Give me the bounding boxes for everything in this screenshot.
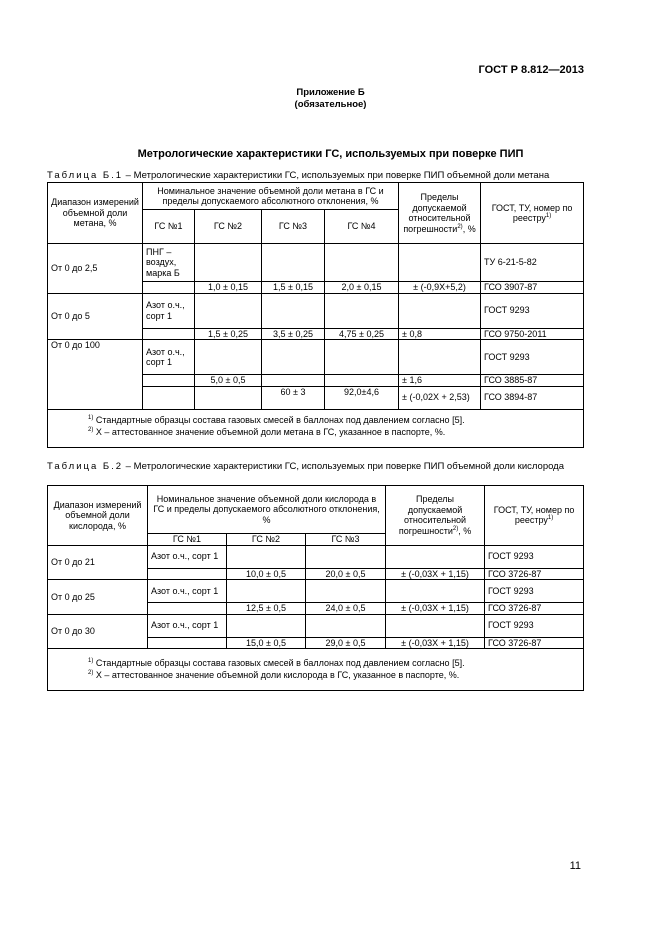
table2-r3-ref2: ГСО 3726-87 (485, 637, 584, 649)
table1-r3-lim1: ± 1,6 (399, 375, 481, 387)
table1-r2-ref1: ГОСТ 9293 (481, 293, 584, 328)
table1-r3-gs2: 5,0 ± 0,5 (195, 375, 262, 387)
table2-head-row (48, 486, 584, 534)
table1-r2-gs2: 1,5 ± 0,25 (195, 328, 262, 340)
appendix-subtitle: (обязательное) (294, 99, 367, 110)
table1-r1-gs4: 2,0 ± 0,15 (325, 282, 399, 294)
table2-footnote-2: $^{2)}$ X – аттестованное значение объемной доли кислорода в ГС, указанное в паспорте, %. (88, 670, 460, 680)
table-row (48, 614, 584, 637)
table1-r1-range: От 0 до 2,5 (48, 244, 143, 294)
table2-footnote-1: $^{1)}$ Стандартные образцы состава газовых смесей в баллонах под давлением согласно [5]. (88, 658, 465, 668)
table2-r3-gs3: 29,0 ± 0,5 (306, 637, 386, 649)
table-row (48, 340, 584, 375)
table2 (47, 485, 584, 691)
table1-footnote-1: $^{1)}$ Стандартные образцы состава газовых смесей в баллонах под давлением согласно [5]. (88, 414, 465, 425)
table-row (48, 580, 584, 603)
table2-r2-ref2: ГСО 3726-87 (485, 603, 584, 615)
table2-r2-gs2: 12,5 ± 0,5 (227, 603, 306, 615)
table2-r2-range: От 0 до 25 (48, 580, 148, 615)
table2-r1-ref1: ГОСТ 9293 (485, 545, 584, 568)
table1-r3-ref1: ГОСТ 9293 (481, 340, 584, 375)
table2-caption-label: Таблица Б.2 (47, 461, 124, 472)
table2-r1-gs2: 10,0 ± 0,5 (227, 568, 306, 580)
table2-r3-lim: ± (-0,03X + 1,15) (386, 637, 485, 649)
table1-r3-lim2: ± (-0,02X + 2,53) (399, 386, 481, 409)
table1 (47, 182, 584, 448)
table1-head-gost: ГОСТ, ТУ, номер по реестру$^{1)}$ (481, 183, 584, 244)
table2-r1-lim: ± (-0,03X + 1,15) (386, 568, 485, 580)
table1-head-gs4: ГС №4 (325, 210, 399, 244)
table1-head-limits: Пределы допускаемой относительной погрешности$^{2)}$, % (399, 183, 481, 244)
table2-r3-gs2: 15,0 ± 0,5 (227, 637, 306, 649)
table1-head-gs1: ГС №1 (143, 210, 195, 244)
table2-caption (47, 461, 567, 472)
table2-r1-ref2: ГСО 3726-87 (485, 568, 584, 580)
table1-r1-gs3: 1,5 ± 0,15 (262, 282, 325, 294)
table2-r2-ref1: ГОСТ 9293 (485, 580, 584, 603)
table2-r1-gs3: 20,0 ± 0,5 (306, 568, 386, 580)
table1-r3-gs3: 60 ± 3 (262, 386, 325, 409)
table2-r2-gs3: 24,0 ± 0,5 (306, 603, 386, 615)
table1-r2-gs3: 3,5 ± 0,25 (262, 328, 325, 340)
table1-caption-label: Таблица Б.1 (47, 170, 124, 181)
table1-head-range: Диапазон измерений объемной доли метана, % (48, 183, 143, 244)
document-header: ГОСТ Р 8.812—2013 (478, 64, 584, 76)
appendix-heading (0, 87, 661, 111)
table2-r2-gs1: Азот о.ч., сорт 1 (148, 580, 227, 603)
table1-r2-gs4: 4,75 ± 0,25 (325, 328, 399, 340)
table2-r3-ref1: ГОСТ 9293 (485, 614, 584, 637)
table-row (48, 293, 584, 328)
table2-head-gs2: ГС №2 (227, 534, 306, 546)
table2-r1-gs1: Азот о.ч., сорт 1 (148, 545, 227, 568)
table2-r3-range: От 0 до 30 (48, 614, 148, 649)
table2-r1-range: От 0 до 21 (48, 545, 148, 580)
table1-r1-ref1: ТУ 6-21-5-82 (481, 244, 584, 282)
table1-r1-gs2: 1,0 ± 0,15 (195, 282, 262, 294)
table1-r2-lim: ± 0,8 (399, 328, 481, 340)
table1-r3-gs4: 92,0±4,6 (325, 386, 399, 409)
table1-footnote-2: $^{2)}$ X – аттестованное значение объемной доли метана в ГС, указанное в паспорте, %. (88, 426, 446, 437)
table1-r1-ref2: ГСО 3907-87 (481, 282, 584, 294)
table2-caption-text: – Метрологические характеристики ГС, используемых при поверке ПИП объемной доли кислорода (123, 461, 565, 472)
table1-r2-ref2: ГСО 9750-2011 (481, 328, 584, 340)
table-row (48, 545, 584, 568)
table2-head-gost: ГОСТ, ТУ, номер по реестру$^{1)}$ (485, 486, 584, 546)
table1-r2-range: От 0 до 5 (48, 293, 143, 340)
table2-footnotes (48, 649, 584, 691)
appendix-title: Приложение Б (296, 87, 365, 98)
table1-r1-gs1: ПНГ – воздух, марка Б (143, 244, 195, 282)
table1-head-nominal: Номинальное значение объемной доли метана в ГС и пределы допускаемого абсолютного отклонения, % (143, 183, 399, 210)
table2-r3-gs1: Азот о.ч., сорт 1 (148, 614, 227, 637)
table2-head-gs1: ГС №1 (148, 534, 227, 546)
table1-r1-lim: ± (-0,9X+5,2) (399, 282, 481, 294)
table1-r3-range: От 0 до 100 (48, 340, 143, 410)
table1-r2-gs1: Азот о.ч., сорт 1 (143, 293, 195, 328)
table1-r3-gs1: Азот о.ч., сорт 1 (143, 340, 195, 375)
table1-caption (47, 170, 592, 181)
table2-head-range: Диапазон измерений объемной доли кислорода, % (48, 486, 148, 546)
table1-head-gs3: ГС №3 (262, 210, 325, 244)
main-title: Метрологические характеристики ГС, используемых при поверке ПИП (137, 148, 524, 160)
table1-r3-ref2: ГСО 3885-87 (481, 375, 584, 387)
table-row (48, 244, 584, 282)
table2-head-limits: Пределы допускаемой относительной погрешности$^{2)}$, % (386, 486, 485, 546)
table1-caption-text: – Метрологические характеристики ГС, используемых при поверке ПИП объемной доли метана (123, 170, 550, 181)
page-number: 11 (569, 860, 581, 872)
table1-r3-ref3: ГСО 3894-87 (481, 386, 584, 409)
table2-head-nominal: Номинальное значение объемной доли кислорода в ГС и пределы допускаемого абсолютного отклонения, % (148, 486, 386, 534)
table1-head-gs2: ГС №2 (195, 210, 262, 244)
table1-footnotes (48, 409, 584, 447)
table2-head-gs3: ГС №3 (306, 534, 386, 546)
table2-r2-lim: ± (-0,03X + 1,15) (386, 603, 485, 615)
table1-head-row (48, 183, 584, 210)
